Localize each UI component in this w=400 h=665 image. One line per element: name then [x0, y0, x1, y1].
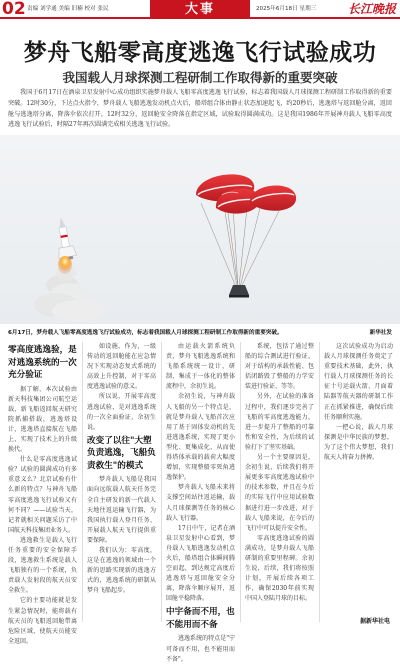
- engine-flame: [58, 256, 72, 274]
- paragraph: 梦舟载人飞船未来将支撑空间站往返运输，载人月球探测等任务的核心载人飞行器。: [166, 484, 235, 522]
- section-heading: 中宇备而不用，也不能用而不备: [166, 607, 235, 630]
- paragraph: 如设施，作为，一级传动的返回舱能在应急情况下实现动态复式系统的高效上升控制，对于零高度逃逸试验的意义。: [87, 343, 156, 391]
- column-divider: [82, 342, 83, 622]
- paragraph: 由运载火箭系统负责，梦舟飞船逃逸系统和飞船系统统一设计、研制，集成于一体化的整体流程中，余初生说。: [166, 343, 235, 391]
- paragraph: 我们认为：零高度，这是在逃逸的领域由一个新的思路实现新的逃逸方式的，逃逸系统的研制从梦舟飞船起步。: [87, 547, 156, 595]
- paragraph: 另外，在试验的准备过程中，我们逐步完善了飞船的零高度逃逸能力，进一步提升了整船的可靠性和安全性，为后续的试验打下了坚实基础。: [245, 393, 314, 451]
- article-lead-paragraph: 我国于6月17日在酒泉卫星发射中心成功组织实施梦舟载人飞船零高度逃逸飞行试验，标志着我国载人月球探测工程研制工作取得新的重要突破。12时30分，下达点火指令，梦舟载人飞船逃逸发动机点火后，船塔组合体由静止状态加速起飞，约20秒后，逃逸塔与返回舱分离，返回舱与逃逸塔分离，降落伞依次打开，12时32分，返回舱安全降落在指定区域，试验取得圆满成功。这是我国1986年开展神舟载人飞船零高度逃逸飞行试验后，时隔27年再次圆满完成相关逃逸飞行试验。: [8, 89, 392, 129]
- newspaper-logo: 长江晚报: [347, 2, 396, 16]
- paragraph: 据了解，本次试验由新天科技集团公司航空运载，新飞船返回航天研究院抓捕搭载，逃逸塔设计，逃逸塔直接航在飞船上，实现了技术上的升级换代。: [8, 385, 77, 454]
- paragraph: 逃逸救生是载人飞行任务重要的安全保障手段，逃逸救生系统是载人飞船独有的一个系统，负责载人发射段的航天员安全救生。: [8, 536, 77, 595]
- paragraph: 所以说，开展零高度逃逸试验，是对逃逸系统的一次全面验证，余初生说。: [87, 393, 156, 431]
- column-divider: [161, 342, 162, 622]
- article-column-1: [8, 342, 77, 645]
- paragraph: 它的主要功能就是发生紧急情况时，能将载有航天员的飞船返回舱带离危险区域，使航天员能安全返回。: [8, 597, 77, 645]
- paragraph: 零高度逃逸试验的圆满成功，是梦舟载人飞船研制的重要里程碑。余初生说，后续，我们将按照计划，开展后续各项工作，确保2030年前实现中国人登陆月球的目标。: [245, 534, 314, 603]
- editor-credits: 责编 刘学通 美编 旧楠 校对 张民: [27, 6, 109, 12]
- article-column-5: [324, 342, 393, 624]
- news-agency-signature: 据新华社电: [359, 618, 390, 625]
- article-subheadline: 我国载人月球探测工程研制工作取得新的重要突破: [62, 70, 338, 85]
- article-headline: 梦舟飞船零高度逃逸飞行试验成功: [23, 40, 377, 66]
- photo-credit: 新华社发: [369, 330, 392, 336]
- page-number: 02: [2, 0, 26, 19]
- article-column-4: [245, 342, 314, 624]
- photo-caption: 6月17日，梦舟载人飞船零高度逃逸飞行试验成功，标志着我国载人月球探测工程研制工作取得新的重要突破。: [8, 330, 283, 336]
- page-header-bar: [0, 0, 400, 19]
- section-heading: 改变了以往"大塑负责逃逸，飞船负责救生"的模式: [87, 435, 156, 471]
- news-photo: [0, 135, 400, 324]
- paragraph: 逃逸系统的特点是"宁可备而不用，也不能用而不备"。: [166, 635, 235, 663]
- article-column-2: [87, 342, 156, 624]
- paragraph: 17日中午，记者在酒泉卫星发射中心看到，梦舟载人飞船逃逸发动机点火后，船塔组合体瞬间腾空而起，到达规定高度后逃逸塔与返回舱安全分离，降落伞顺序展开，返回舱平稳降落。: [166, 524, 235, 603]
- paragraph: 什么是零高度逃逸试验？试验的圆满成功有多重意义么？北京试验有什么新的特点？与神舟飞船零高度逃逸飞行试验又有何不同？——试验当天，记者就相关问题采访了中国航天科技集团业务人。: [8, 456, 77, 534]
- paragraph: 余初生说，与神舟载人飞船的另一个特点是，就是梦舟载人飞船首次应用了基于固体发动机的先进逃逸系统，实现了更小型化、更集成化，从而使得塔体承载的载荷大幅度增加，实现整船零死角逃逸保护。: [166, 393, 235, 482]
- parachute-test-photo: [0, 135, 400, 324]
- paragraph: 另一个主要原因是，余初生说，后续我们将开展更多零高度逃逸试验中的技术参数，并且在今后的实际飞行中应用试验数据进行进一步改进，对于载人飞船来说，在今后的飞行中可以提升安全性。: [245, 454, 314, 532]
- column-divider: [319, 342, 320, 622]
- paragraph: 这次试验成功为启动载人月球探测任务奠定了重要技术基础，此外，执行载人月球探测任务的长征十号运载火箭、月面着陆器等航天器的研制工作正在抓紧推进，确保后续任务顺利实施。: [324, 343, 393, 421]
- paragraph: 梦舟载人飞船是我国面向远航载人航天任务完全自主研发的新一代载人天地往返运输飞行器，为我国执行载人登月任务、开展载人航天飞行提供重要保障。: [87, 476, 156, 544]
- article-column-3: [166, 342, 235, 663]
- section-label: 大事: [150, 0, 250, 19]
- column-divider: [240, 342, 241, 622]
- article-body: [8, 342, 393, 663]
- paragraph: 一把心说，载人月球探测是中华民族的梦想，为了这个伟大梦想，我们航天人将奋力拼搏。: [324, 423, 393, 462]
- issue-date: 2025年6月18日 星期三: [256, 6, 317, 12]
- photo-caption-row: [0, 328, 400, 338]
- paragraph: 系统，包括了通过整船的综合测试进行验证，对于结构的承载性能、包括闭路毁了整船的力学安装进行验证、等等。: [245, 343, 314, 391]
- section-heading: 零高度逃逸验，是对逃逸系统的一次充分验证: [8, 345, 77, 380]
